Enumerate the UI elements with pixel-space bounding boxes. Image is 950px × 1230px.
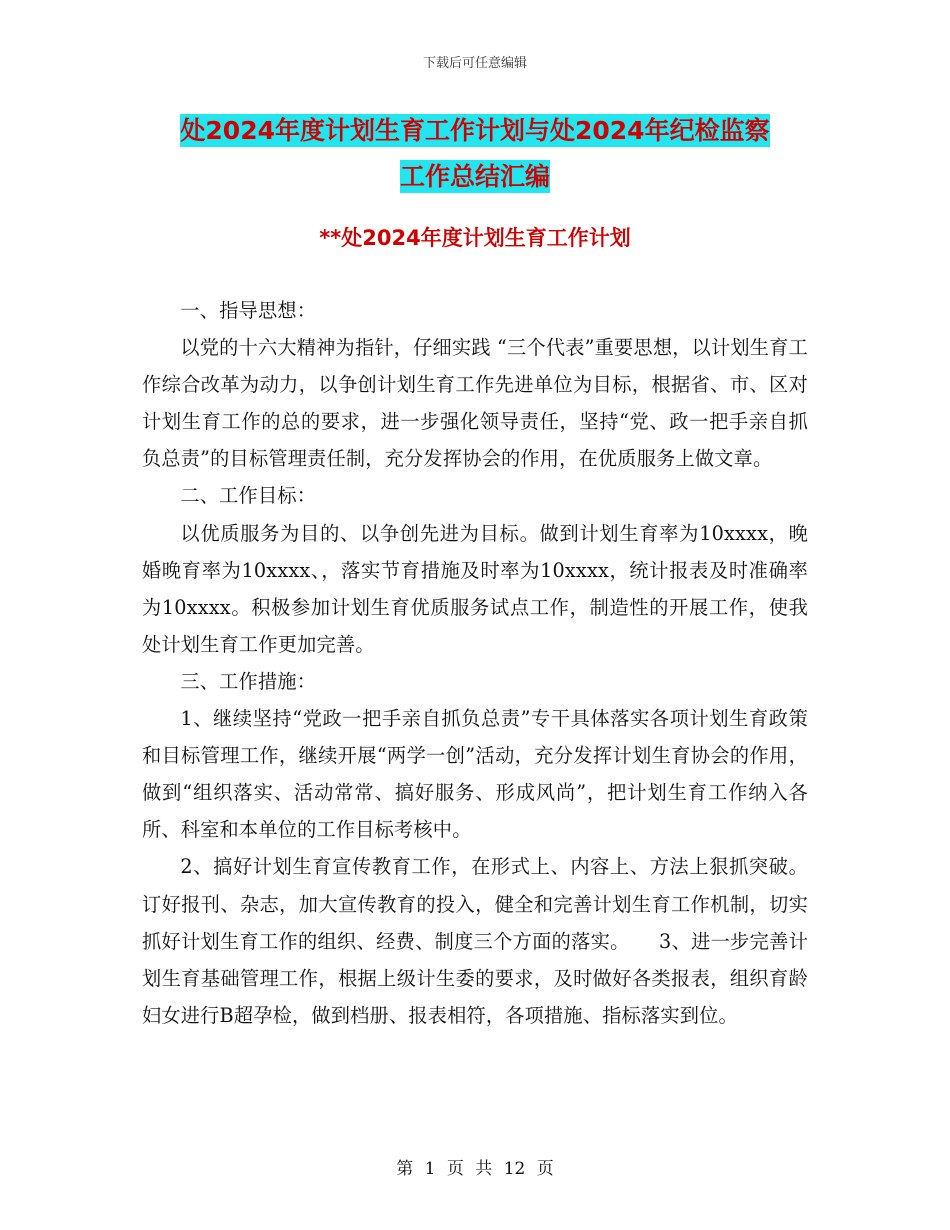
section-title: **处2024年度计划生育工作计划 (319, 226, 631, 250)
document-title (140, 108, 810, 200)
paragraph-measure-1: 1、继续坚持“党政一把手亲自抓负总责”专干具体落实各项计划生育政策和目标管理工作，继续开展“两学一创”活动，充分发挥计划生育协会的作用，做到“组织落实、活动常常、搞好服务、形成风尚”，把计划生育工作纳入各所、科室和本单位的工作目标考核中。 (142, 707, 808, 842)
heading-work-measures: 三、工作措施： (180, 669, 317, 693)
heading-work-goals: 二、工作目标： (180, 484, 317, 508)
heading-guiding-thought: 一、指导思想： (180, 299, 317, 322)
paragraph-work-goals: 以优质服务为目的、以争创先进为目标。做到计划生育率为10xxxx，晚婚晚育率为10xxxx、，落实节育措施及时率为10xxxx，统计报表及时准确率为10xxxx。积极参加计划生育优质服务试点工作，制造性的开展工作，使我处计划生育工作更加完善。 (142, 521, 808, 656)
document-title-line-2: 工作总结汇编 (399, 162, 550, 191)
paragraph-measure-2-3: 2、搞好计划生育宣传教育工作，在形式上、内容上、方法上狠抓突破。订好报刊、杂志，加大宣传教育的投入，健全和完善计划生育工作机制，切实抓好计划生育工作的组织、经费、制度三个方面的落实。 3、进一步完善计划生育基础管理工作，根据上级计生委的要求，及时做好各类报表，组织育龄妇女进行B超孕检，做到档册、报表相符，各项措施、指标落实到位。 (142, 855, 808, 1027)
header-note: 下载后可任意编辑 (422, 56, 527, 71)
page-footer: 第 1 页 共 12 页 (396, 1159, 554, 1179)
document-body (142, 292, 808, 1034)
paragraph-guiding-thought: 以党的十六大精神为指针，仔细实践 “三个代表”重要思想，以计划生育工作综合改革为动力，以争创计划生育工作先进单位为目标，根据省、市、区对计划生育工作的总的要求，进一步强化领导责任，坚持“党、政一把手亲自抓负总责”的目标管理责任制，充分发挥协会的作用，在优质服务上做文章。 (142, 336, 808, 471)
document-title-line-1: 处2024年度计划生育工作计划与处2024年纪检监察 (180, 116, 770, 145)
